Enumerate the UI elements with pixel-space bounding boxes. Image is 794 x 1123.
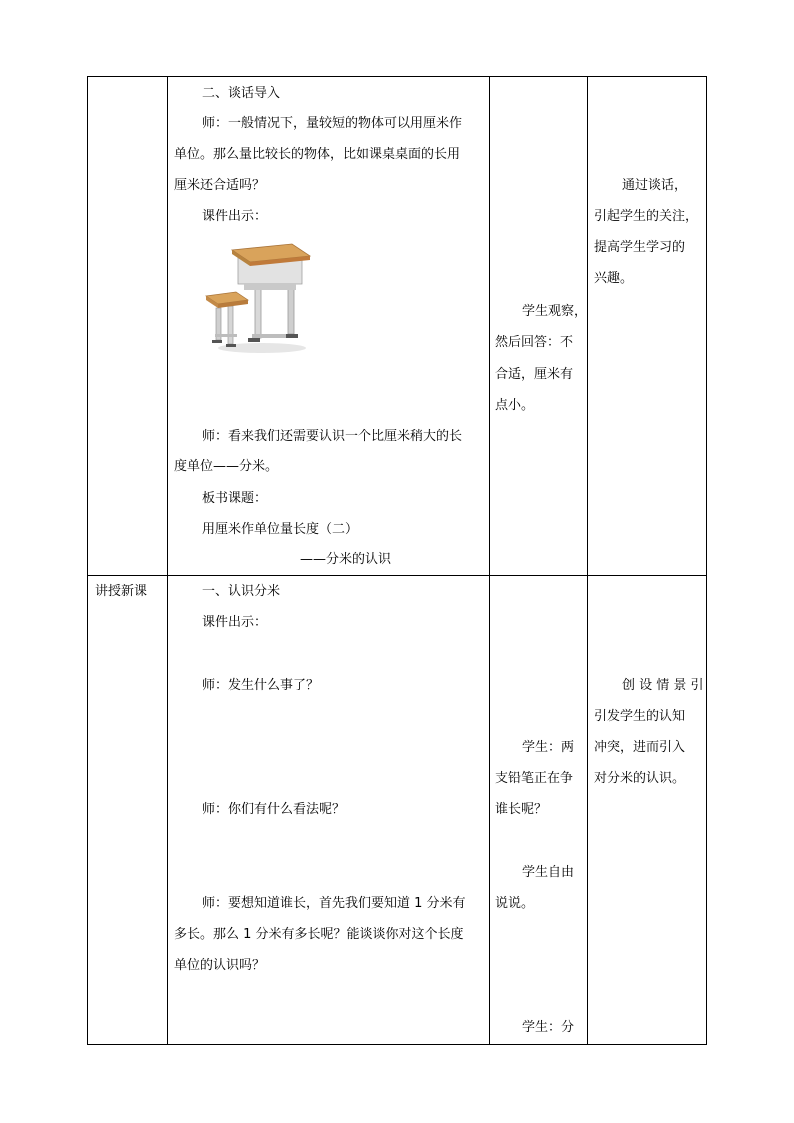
courseware-label: 课件出示： [202,615,268,630]
table-right-border [706,76,707,1045]
teacher-line: 师：看来我们还需要认识一个比厘米稍大的长 [202,429,463,444]
lesson-title: 用厘米作单位量长度（二） [202,522,359,537]
teacher-line: 师：一般情况下，量较短的物体可以用厘米作 [202,116,463,131]
board-title-label: 板书课题： [202,491,268,506]
teacher-question: 师：要想知道谁长，首先我们要知道 1 分米有 [202,896,466,911]
design-intent-line: 通过谈话， [622,178,688,193]
design-intent-line: 兴趣。 [594,271,634,286]
teacher-line: 度单位——分米。 [174,459,279,474]
teacher-line: 单位。那么量比较长的物体，比如课桌桌面的长用 [174,147,461,162]
table-left-border [87,76,88,1045]
student-activity-line: 然后回答：不 [495,335,574,350]
table-bottom-border [87,1044,707,1045]
student-answer-line: 支铅笔正在争 [495,771,574,786]
table-top-border [87,76,707,77]
design-intent-line: 对分米的认识。 [594,771,686,786]
teacher-line: 厘米还合适吗？ [174,178,266,193]
column-divider-1 [167,76,168,1045]
column-divider-3 [587,76,588,1045]
stage-label: 讲授新课 [95,584,148,599]
student-answer-line: 说说。 [495,896,535,911]
student-activity-line: 合适，厘米有 [495,367,574,382]
design-intent-line: 创 设 情 景 引 [622,678,704,693]
student-answer-line: 学生自由 [522,865,575,880]
student-activity-line: 学生观察， [522,304,588,319]
section-heading-intro: 二、谈话导入 [202,86,281,101]
teacher-question: 单位的认识吗？ [174,958,266,973]
desk-and-stool-image [200,238,315,356]
student-answer-line: 谁长呢？ [495,802,548,817]
design-intent-line: 引发学生的认知 [594,709,686,724]
design-intent-line: 引起学生的关注， [594,209,699,224]
section-heading-decimeter: 一、认识分米 [202,584,281,599]
student-answer-line: 学生：两 [522,740,575,755]
student-answer-line: 学生：分 [522,1020,575,1035]
courseware-label: 课件出示： [202,209,268,224]
teacher-question: 师：发生什么事了？ [202,678,320,693]
student-activity-line: 点小。 [495,398,535,413]
column-divider-2 [489,76,490,1045]
design-intent-line: 提高学生学习的 [594,240,686,255]
teacher-question: 多长。那么 1 分米有多长呢？能谈谈你对这个长度 [174,927,464,942]
lesson-subtitle: ——分米的认识 [300,552,392,567]
row-divider [87,575,707,576]
design-intent-line: 冲突，进而引入 [594,740,686,755]
teacher-question: 师：你们有什么看法呢？ [202,802,346,817]
